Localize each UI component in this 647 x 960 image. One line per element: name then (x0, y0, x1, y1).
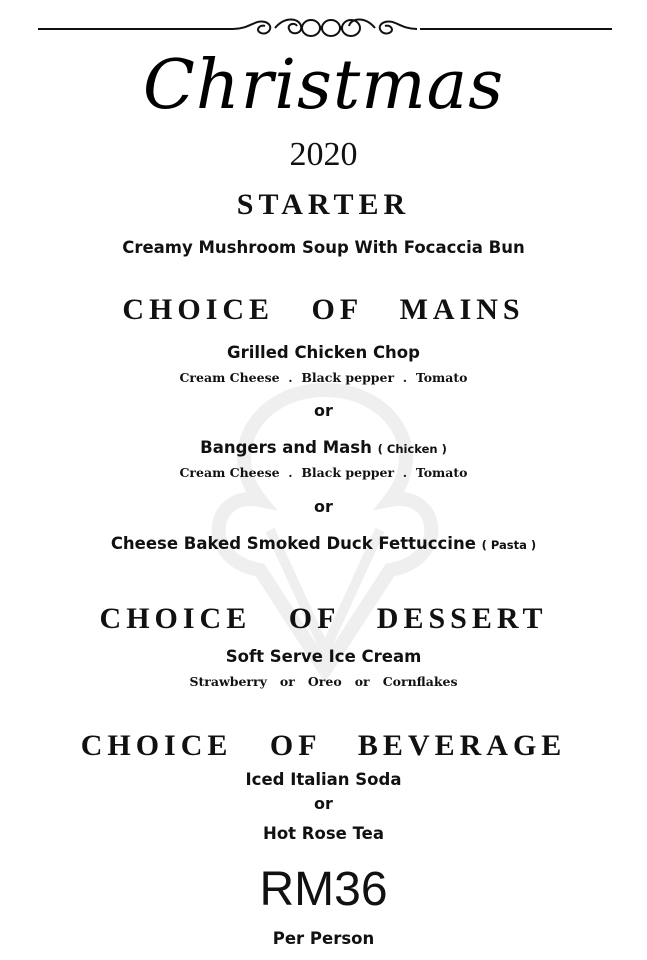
mains-heading: CHOICE OF MAINS (122, 293, 525, 326)
dessert-heading: CHOICE OF DESSERT (99, 602, 548, 635)
mains-item-fettuccine (0, 534, 647, 553)
menu-year: 2020 (289, 136, 358, 173)
mains-or-1: or (314, 401, 333, 420)
mains-item-bangers (0, 438, 647, 457)
starter-heading: STARTER (236, 188, 411, 221)
mains-item-bangers-name: Bangers and Mash (200, 438, 372, 457)
beverage-item-tea: Hot Rose Tea (263, 824, 384, 843)
mains-item-chicken-chop-options: Cream Cheese . Black pepper . Tomato (179, 370, 468, 385)
top-rule-right (420, 28, 612, 30)
beverage-heading: CHOICE OF BEVERAGE (80, 729, 567, 762)
menu-title: Christmas (142, 46, 505, 125)
mains-item-chicken-chop: Grilled Chicken Chop (227, 343, 420, 362)
flourish-ornament-icon (225, 12, 425, 42)
beverage-or: or (314, 794, 333, 813)
dessert-item: Soft Serve Ice Cream (225, 647, 422, 666)
starter-item: Creamy Mushroom Soup With Focaccia Bun (122, 238, 525, 257)
dessert-options: Strawberry or Oreo or Cornflakes (189, 674, 458, 689)
mains-item-bangers-tag: ( Chicken ) (377, 442, 447, 456)
mains-item-bangers-options: Cream Cheese . Black pepper . Tomato (179, 465, 468, 480)
mains-or-2: or (314, 497, 333, 516)
mains-item-fettuccine-tag: ( Pasta ) (481, 538, 537, 552)
top-rule-left (38, 28, 233, 30)
price-unit: Per Person (272, 929, 375, 948)
price-amount: RM36 (259, 863, 388, 916)
beverage-item-soda: Iced Italian Soda (245, 770, 402, 789)
mains-item-fettuccine-name: Cheese Baked Smoked Duck Fettuccine (110, 534, 476, 553)
